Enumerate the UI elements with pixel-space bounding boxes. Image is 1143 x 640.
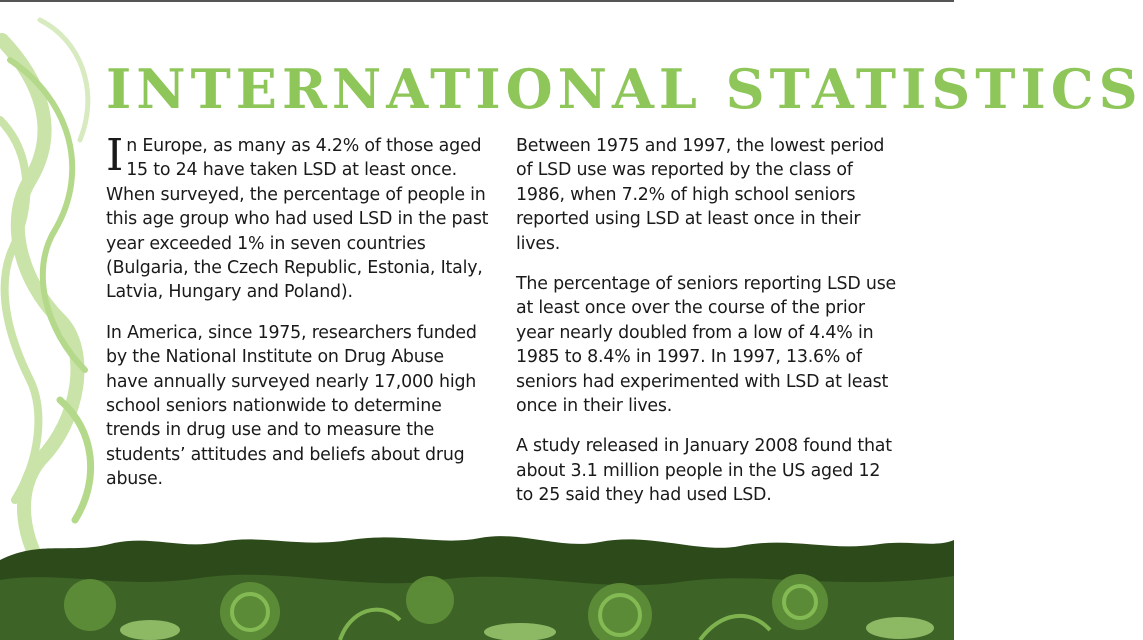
- paragraph-study-2008: A study released in January 2008 found that about 3.1 million people in the US aged 12 to 25 said they had used LSD.: [516, 436, 892, 506]
- drop-cap: I: [106, 130, 124, 181]
- paragraph-europe: [106, 130, 490, 305]
- top-border: [0, 0, 954, 2]
- decorative-foliage-band: [0, 520, 954, 640]
- paragraph-percentage-doubled: The percentage of seniors reporting LSD use at least once over the course of the prior year nearly doubled from a low of 4.4% in 1985 to 8.4% in 1997. In 1997, 13.6% of seniors had experimented with LSD at least once in their lives.: [516, 274, 897, 417]
- left-column: [106, 130, 490, 508]
- paragraph-lowest-period: Between 1975 and 1997, the lowest period of LSD use was reported by the class of 1986, when 7.2% of high school seniors reported using LSD at least once in their lives.: [516, 136, 885, 254]
- page-title: INTERNATIONAL STATISTICS: [106, 57, 1143, 121]
- paragraph-europe-text: n Europe, as many as 4.2% of those aged 15 to 24 have taken LSD at least once. When surveyed, the percentage of people in this age group who had used LSD in the past year exceeded 1% in seven countries (Bulgaria, the Czech Republic, Estonia, Italy, Latvia, Hungary and Poland).: [106, 136, 489, 303]
- paragraph-america: In America, since 1975, researchers funded by the National Institute on Drug Abuse have annually surveyed nearly 17,000 high school seniors nationwide to determine trends in drug use and to measure the students’ attitudes and beliefs about drug abuse.: [106, 322, 477, 490]
- right-column: [516, 134, 900, 524]
